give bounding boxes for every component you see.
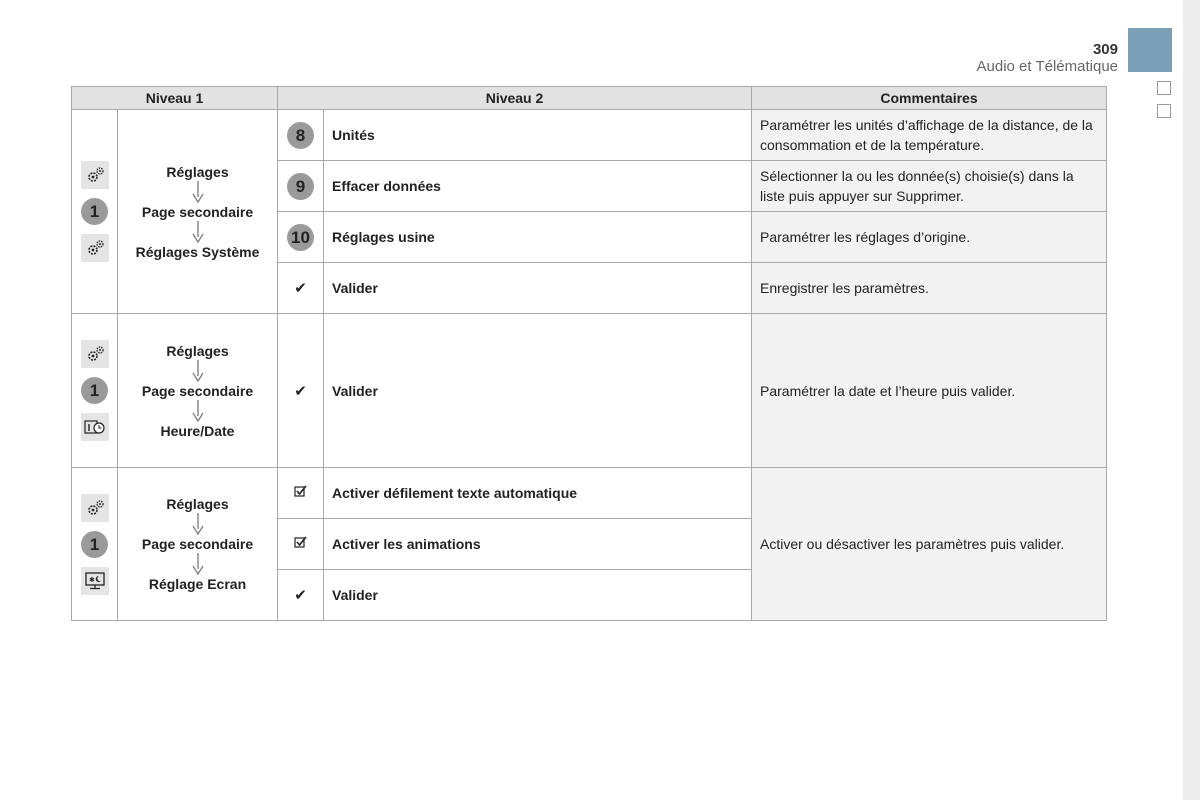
row-comment: Enregistrer les paramètres. xyxy=(752,263,1107,314)
number-9-icon: 9 xyxy=(287,173,314,200)
down-arrow-icon xyxy=(118,400,277,422)
path-step: Réglages xyxy=(166,496,229,512)
row-label: Activer défilement texte automatique xyxy=(324,468,752,519)
level1-path xyxy=(118,468,278,621)
row-label: Effacer données xyxy=(324,161,752,212)
level1-icons xyxy=(72,110,118,314)
path-step: Heure/Date xyxy=(160,422,235,439)
number-1-icon: 1 xyxy=(81,531,108,558)
path-step: Page secondaire xyxy=(141,203,254,220)
row-marker xyxy=(278,570,324,621)
row-marker xyxy=(278,212,324,263)
path-step: Page secondaire xyxy=(141,382,254,399)
down-arrow-icon xyxy=(118,360,277,382)
chapter-tab xyxy=(1128,28,1172,72)
row-marker xyxy=(278,161,324,212)
down-arrow-icon xyxy=(118,513,277,535)
settings-gear-icon xyxy=(81,494,109,522)
row-label: Valider xyxy=(324,314,752,468)
chapter-marker-box xyxy=(1157,81,1171,95)
row-label: Réglages usine xyxy=(324,212,752,263)
level1-icons xyxy=(72,314,118,468)
row-label: Valider xyxy=(324,263,752,314)
table-row xyxy=(72,314,1107,468)
level1-path xyxy=(118,314,278,468)
row-label: Valider xyxy=(324,570,752,621)
header-niveau-2: Niveau 2 xyxy=(278,87,752,110)
row-label: Unités xyxy=(324,110,752,161)
row-comment: Paramétrer la date et l’heure puis valider. xyxy=(752,314,1107,468)
number-8-icon: 8 xyxy=(287,122,314,149)
row-comment: Paramétrer les réglages d’origine. xyxy=(752,212,1107,263)
table-row xyxy=(72,110,1107,161)
table-header-row xyxy=(72,87,1107,110)
check-icon: ✔ xyxy=(294,587,307,604)
page-number: 309 xyxy=(1092,41,1118,58)
settings-table xyxy=(71,86,1107,621)
path-step: Réglages xyxy=(166,163,229,180)
number-1-icon: 1 xyxy=(81,377,108,404)
header-niveau-1: Niveau 1 xyxy=(72,87,278,110)
page-edge-bar xyxy=(1183,0,1200,800)
down-arrow-icon xyxy=(118,221,277,243)
calendar-clock-icon xyxy=(81,413,109,441)
row-label: Activer les animations xyxy=(324,519,752,570)
row-comment: Activer ou désactiver les paramètres puis valider. xyxy=(752,468,1107,621)
svg-text:✱: ✱ xyxy=(88,575,95,584)
chapter-marker-box xyxy=(1157,104,1171,118)
level1-path xyxy=(118,110,278,314)
table-row xyxy=(72,468,1107,519)
row-comment: Paramétrer les unités d’affichage de la distance, de la consommation et de la température. xyxy=(752,110,1107,161)
settings-gear-icon xyxy=(81,234,109,262)
path-step: Réglage Ecran xyxy=(148,576,247,592)
row-marker xyxy=(278,468,324,519)
level1-icons xyxy=(72,468,118,621)
row-marker xyxy=(278,519,324,570)
row-marker xyxy=(278,263,324,314)
checkbox-checked-icon xyxy=(294,536,307,549)
settings-gear-icon xyxy=(81,161,109,189)
path-step: Page secondaire xyxy=(141,536,254,552)
row-marker xyxy=(278,314,324,468)
settings-gear-icon xyxy=(81,340,109,368)
path-step: Réglages xyxy=(166,342,229,359)
number-1-icon: 1 xyxy=(81,198,108,225)
header-commentaires: Commentaires xyxy=(752,87,1107,110)
check-icon: ✔ xyxy=(294,382,307,400)
number-10-icon: 10 xyxy=(287,224,314,251)
check-icon: ✔ xyxy=(294,280,307,297)
screen-brightness-icon xyxy=(81,567,109,595)
down-arrow-icon xyxy=(118,181,277,203)
path-step: Réglages Système xyxy=(135,243,260,260)
row-comment: Sélectionner la ou les donnée(s) choisie(s) dans la liste puis appuyer sur Supprimer. xyxy=(752,161,1107,212)
row-marker xyxy=(278,110,324,161)
section-title: Audio et Télématique xyxy=(976,58,1118,75)
checkbox-checked-icon xyxy=(294,485,307,498)
down-arrow-icon xyxy=(118,553,277,575)
